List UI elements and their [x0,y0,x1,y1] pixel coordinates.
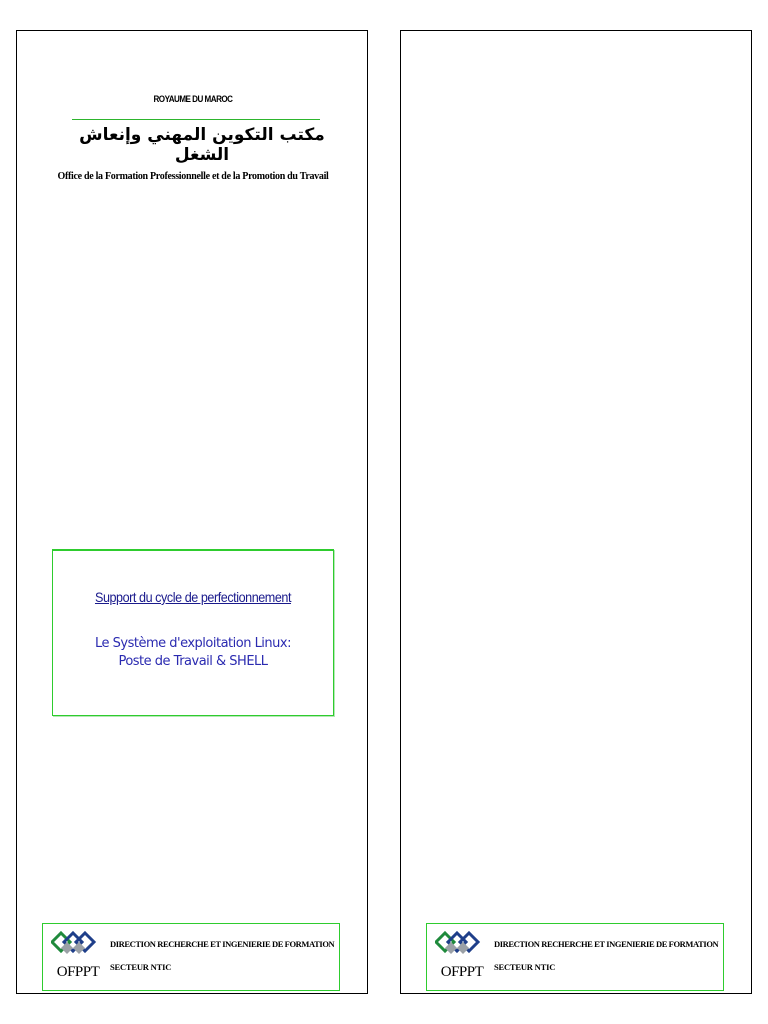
course-title-box [52,549,334,716]
office-name: Office de la Formation Professionnelle et de la Promotion du Travail [57,171,329,182]
course-title-line2: Poste de Travail & SHELL [118,654,268,669]
header-divider [72,119,320,120]
cycle-title[interactable]: Support du cycle de perfectionnement [94,589,292,605]
ofppt-logo-text: OFPPT [56,964,100,980]
sector-text: SECTEUR NTIC [494,962,556,972]
left-page [16,30,368,994]
footer-box-left [42,923,340,991]
ofppt-logo-text: OFPPT [440,964,484,980]
direction-text: DIRECTION RECHERCHE ET INGENIERIE DE FORMATION [110,939,335,949]
right-page [400,30,752,994]
ofppt-logo-icon [51,930,105,962]
footer-box-right [426,923,724,991]
course-title [53,635,333,671]
ofppt-logo [435,930,489,986]
kingdom-header: ROYAUME DU MAROC [153,94,233,105]
ofppt-logo [51,930,105,986]
direction-text: DIRECTION RECHERCHE ET INGENIERIE DE FORMATION [494,939,719,949]
sector-text: SECTEUR NTIC [110,962,172,972]
ofppt-logo-icon [435,930,489,962]
course-title-line1: Le Système d'exploitation Linux: [95,636,291,651]
arabic-office-title: مكتب التكوين المهني وإنعاش الشغل [79,125,325,165]
